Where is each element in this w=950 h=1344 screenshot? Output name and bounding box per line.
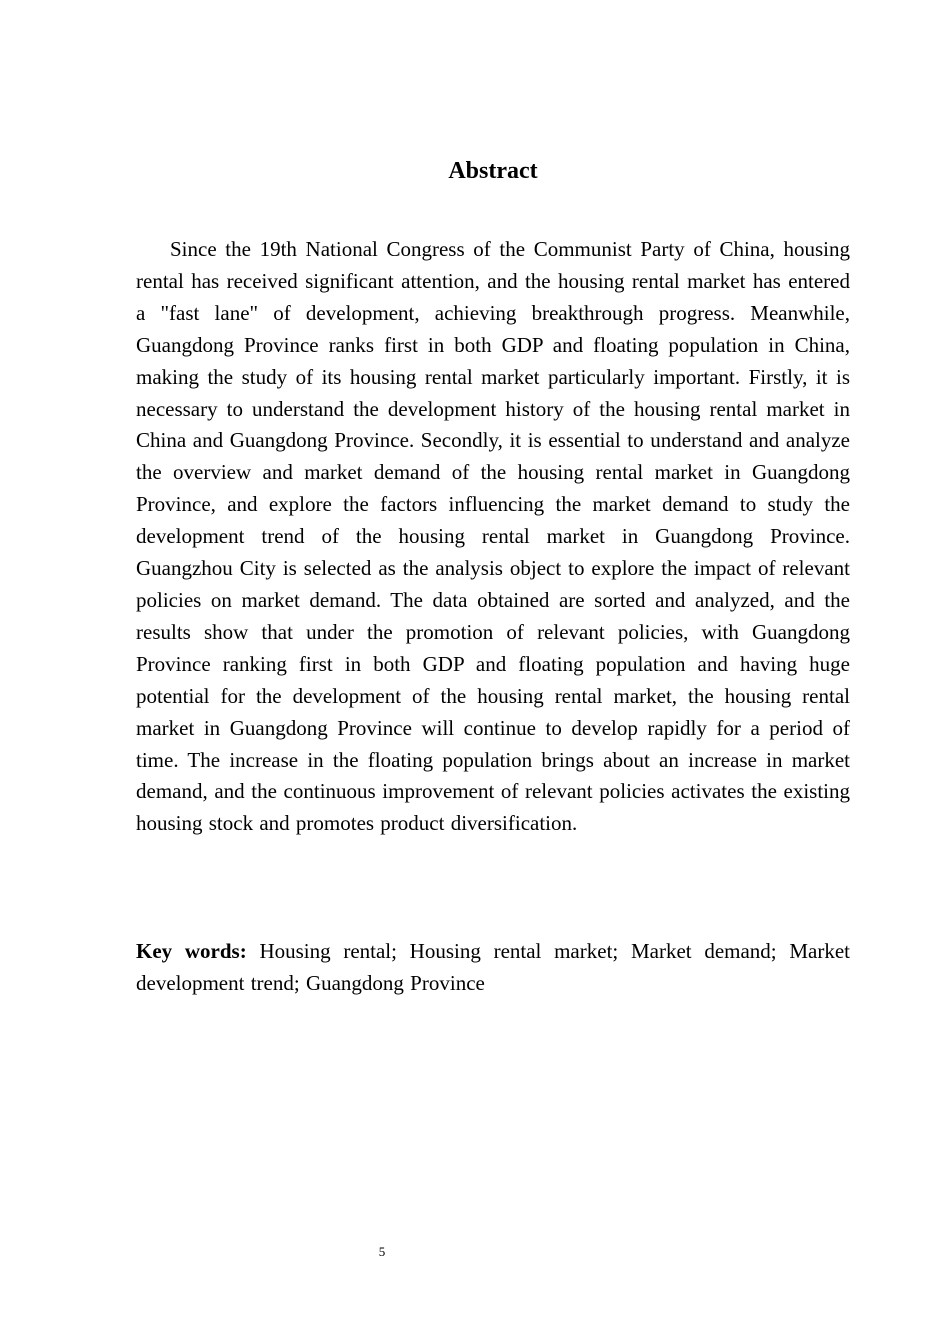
- keywords-label: Key words:: [136, 939, 247, 963]
- keywords-text: Housing rental; Housing rental market; Market demand; Market development trend; Guangdong Province: [136, 939, 850, 995]
- keywords-paragraph: [136, 936, 850, 1000]
- page-number: 5: [378, 1244, 386, 1259]
- abstract-paragraph: Since the 19th National Congress of the Communist Party of China, housing rental has received significant attention, and the housing rental market has entered a "fast lane" of development, achieving breakthrough progress. Meanwhile, Guangdong Province ranks first in both GDP and floating population in China, making the study of its housing rental market particularly important. Firstly, it is necessary to understand the development history of the housing rental market in China and Guangdong Province. Secondly, it is essential to understand and analyze the overview and market demand of the housing rental market in Guangdong Province, and explore the factors influencing the market demand to study the development trend of the housing rental market in Guangdong Province. Guangzhou City is selected as the analysis object to explore the impact of relevant policies on market demand. The data obtained are sorted and analyzed, and the results show that under the promotion of relevant policies, with Guangdong Province ranking first in both GDP and floating population and having huge potential for the development of the housing rental market, the housing rental market in Guangdong Province will continue to develop rapidly for a period of time. The increase in the floating population brings about an increase in market demand, and the continuous improvement of relevant policies activates the existing housing stock and promotes product diversification.: [136, 237, 850, 836]
- abstract-title: Abstract: [448, 158, 538, 184]
